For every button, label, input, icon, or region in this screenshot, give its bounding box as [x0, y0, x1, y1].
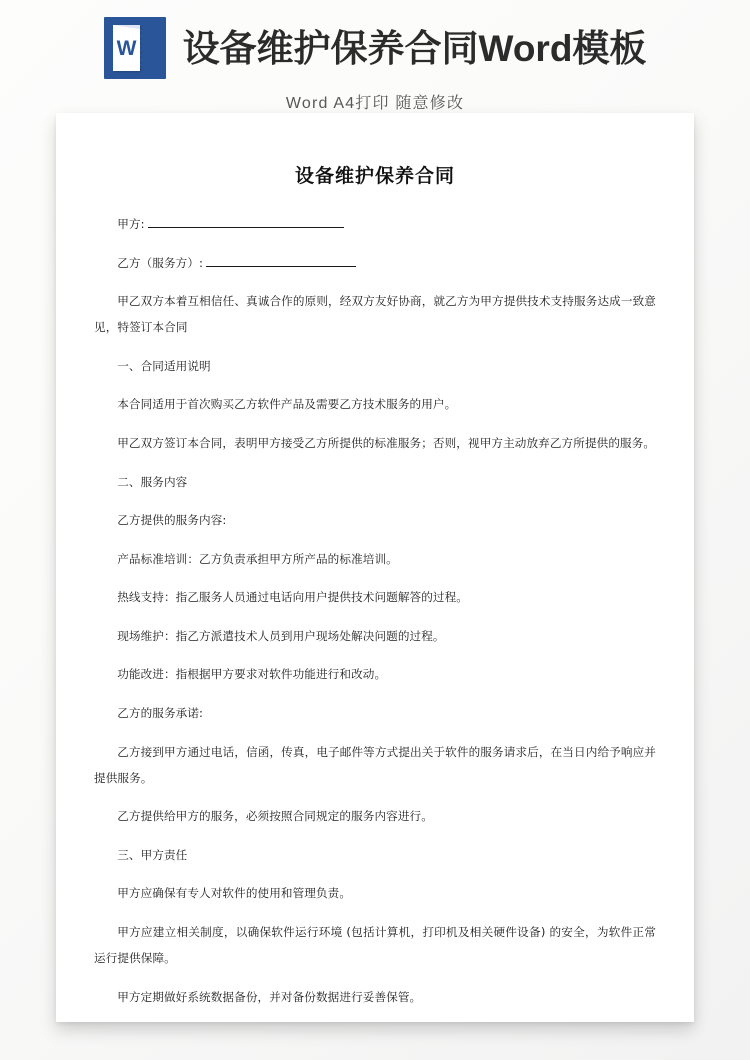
paragraph-s3-p3: 甲方定期做好系统数据备份，并对备份数据进行妥善保管。 — [117, 989, 422, 1004]
paragraph-s3-p1: 甲方应确保有专人对软件的使用和管理负责。 — [117, 886, 352, 901]
word-icon-text-lines — [140, 30, 158, 66]
document-body — [56, 113, 694, 1022]
heading-section-1: 一、合同适用说明 — [117, 358, 211, 373]
document-title: 设备维护保养合同 — [294, 165, 455, 187]
paragraph-s1-p1: 本合同适用于首次购买乙方软件产品及需要乙方技术服务的用户。 — [117, 397, 457, 412]
field-party-a — [94, 211, 656, 237]
paragraph-s3-p2: 甲方应建立相关制度，以确保软件运行环境 (包括计算机，打印机及相关硬件设备) 的安全，为软件正常运行提供保障。 — [94, 924, 656, 966]
field-party-b-input[interactable] — [206, 254, 356, 267]
field-party-a-input[interactable] — [148, 215, 344, 228]
header-banner — [0, 0, 750, 113]
paragraph-s2-p8: 乙方提供给甲方的服务，必须按照合同规定的服务内容进行。 — [117, 809, 433, 824]
paragraph-s2-p2: 产品标准培训：乙方负责承担甲方所产品的标准培训。 — [117, 551, 398, 566]
field-party-b-label: 乙方（服务方）: — [117, 255, 204, 270]
field-party-b — [94, 250, 656, 276]
header-title-row — [0, 17, 750, 79]
banner-subtitle: Word A4打印 随意修改 — [285, 95, 465, 112]
paragraph-s2-p1: 乙方提供的服务内容: — [117, 513, 227, 528]
heading-section-2: 二、服务内容 — [117, 474, 188, 489]
paragraph-preamble: 甲乙双方本着互相信任、真诚合作的原则，经双方友好协商，就乙方为甲方提供技术支持服务达成一致意见，特签订本合同 — [94, 294, 656, 335]
banner-title: 设备维护保养合同Word模板 — [182, 27, 647, 69]
word-icon-letter: W — [116, 36, 136, 60]
heading-section-3: 三、甲方责任 — [117, 847, 188, 862]
microsoft-word-icon — [104, 17, 166, 79]
paragraph-s2-p6: 乙方的服务承诺: — [117, 706, 204, 721]
field-party-a-label: 甲方: — [117, 217, 145, 231]
paragraph-s2-p5: 功能改进：指根据甲方要求对软件功能进行和改动。 — [117, 667, 387, 682]
paragraph-s2-p7: 乙方接到甲方通过电话，信函，传真，电子邮件等方式提出关于软件的服务请求后，在当日内给予响应并提供服务。 — [94, 744, 656, 785]
paragraph-s2-p3: 热线支持：指乙服务人员通过电话向用户提供技术问题解答的过程。 — [117, 590, 469, 605]
document-page — [56, 113, 694, 1022]
paragraph-s1-p2: 甲乙双方签订本合同，表明甲方接受乙方所提供的标准服务；否则，视甲方主动放弃乙方所提供的服务。 — [117, 435, 656, 450]
paragraph-s2-p4: 现场维护：指乙方派遣技术人员到用户现场处解决问题的过程。 — [117, 628, 445, 643]
